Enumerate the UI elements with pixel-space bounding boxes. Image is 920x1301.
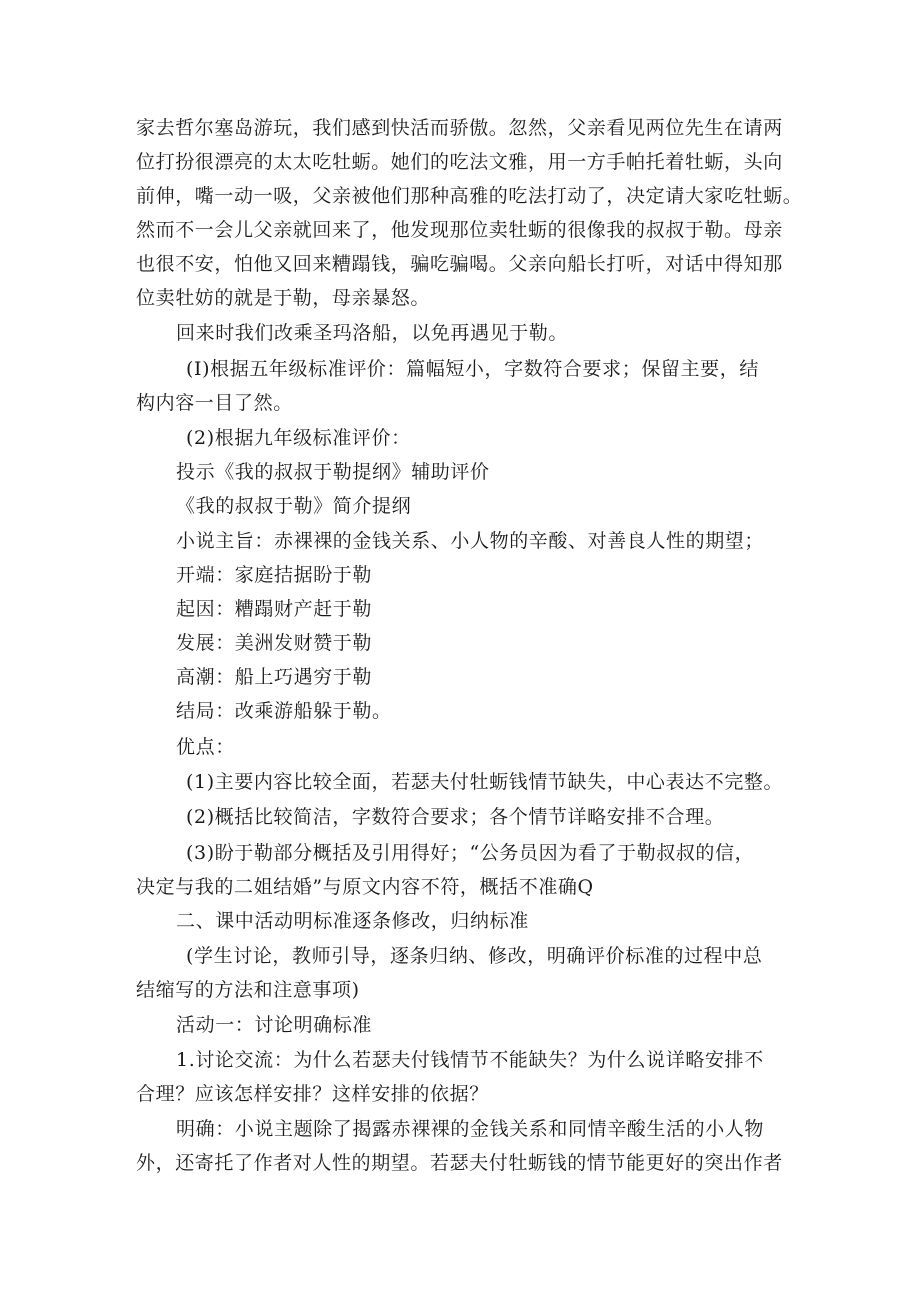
section-note-line-1: (学生讨论，教师引导，逐条归纳、修改，明确评价标准的过程中总 — [186, 945, 763, 967]
paragraph-line-5: 也很不安，怕他又回来糟蹋钱，骗吃骗喝。父亲向船长打听，对话中得知那 — [136, 253, 783, 275]
clarification-line-2: 外，还寄托了作者对人性的期望。若瑟夫付牡蛎钱的情节能更好的突出作者 — [136, 1152, 783, 1174]
activity-1-heading: 活动一：讨论明确标准 — [176, 1014, 373, 1036]
merit-2: (2)概括比较简洁，字数符合要求；各个情节详略安排不合理。 — [186, 806, 725, 828]
section-heading-2: 二、课中活动明标准逐条修改，归纳标准 — [176, 910, 529, 932]
paragraph-line-2: 位打扮很漂亮的太太吃牡蛎。她们的吃法文雅，用一方手帕托着牡蛎，头向 — [136, 151, 783, 173]
clarification-line-1: 明确：小说主题除了揭露赤裸裸的金钱关系和同情辛酸生活的小人物 — [176, 1118, 765, 1140]
merit-3-line-1: (3)盼于勒部分概括及引用得好；“公务员因为看了于勒叔叔的信， — [186, 842, 755, 864]
outline-theme: 小说主旨：赤裸裸的金钱关系、小人物的辛酸、对善良人性的期望； — [176, 530, 765, 552]
outline-climax: 高潮：船上巧遇穷于勒 — [176, 666, 373, 688]
paragraph-line-4: 然而不一会儿父亲就回来了，他发现那位卖牡蛎的很像我的叔叔于勒。母亲 — [136, 219, 783, 241]
discussion-line-1: 1.讨论交流：为什么若瑟夫付钱情节不能缺失？为什么说详略安排不 — [176, 1049, 764, 1071]
evaluation-grade9-line: (2)根据九年级标准评价： — [186, 427, 411, 449]
section-note-line-2: 结缩写的方法和注意事项) — [136, 979, 360, 1001]
outline-opening: 开端：家庭拮据盼于勒 — [176, 564, 373, 586]
evaluation-grade5-line-1: (I)根据五年级标准评价：篇幅短小，字数符合要求；保留主要，结 — [186, 358, 759, 380]
evaluation-grade5-line-2: 构内容一目了然。 — [136, 392, 293, 414]
merits-heading: 优点： — [176, 736, 235, 758]
outline-ending: 结局：改乘游船躲于勒。 — [176, 700, 392, 722]
outline-title: 《我的叔叔于勒》简介提纲 — [176, 495, 412, 517]
merit-1: (1)主要内容比较全面，若瑟夫付牡蛎钱情节缺失，中心表达不完整。 — [186, 771, 784, 793]
paragraph-line-6: 位卖牡妨的就是于勒，母亲暴怒。 — [136, 287, 431, 309]
paragraph-line-3: 前伸，嘴一动一吸，父亲被他们那种高雅的吃法打动了，决定请大家吃牡蛎。 — [136, 185, 803, 207]
outline-development: 发展：美洲发财赞于勒 — [176, 632, 373, 654]
discussion-line-2: 合理？应该怎样安排？这样安排的依据？ — [136, 1083, 489, 1105]
paragraph-line-1: 家去哲尔塞岛游玩，我们感到快活而骄傲。忽然，父亲看见两位先生在请两 — [136, 117, 783, 139]
outline-display-line: 投示《我的叔叔于勒提纲》辅助评价 — [176, 461, 490, 483]
paragraph-line-7: 回来时我们改乘圣玛洛船，以免再遇见于勒。 — [176, 322, 569, 344]
outline-cause: 起因：糟蹋财产赶于勒 — [176, 598, 373, 620]
merit-3-line-2: 决定与我的二姐结婚”与原文内容不符，概括不准确Q — [136, 876, 594, 898]
